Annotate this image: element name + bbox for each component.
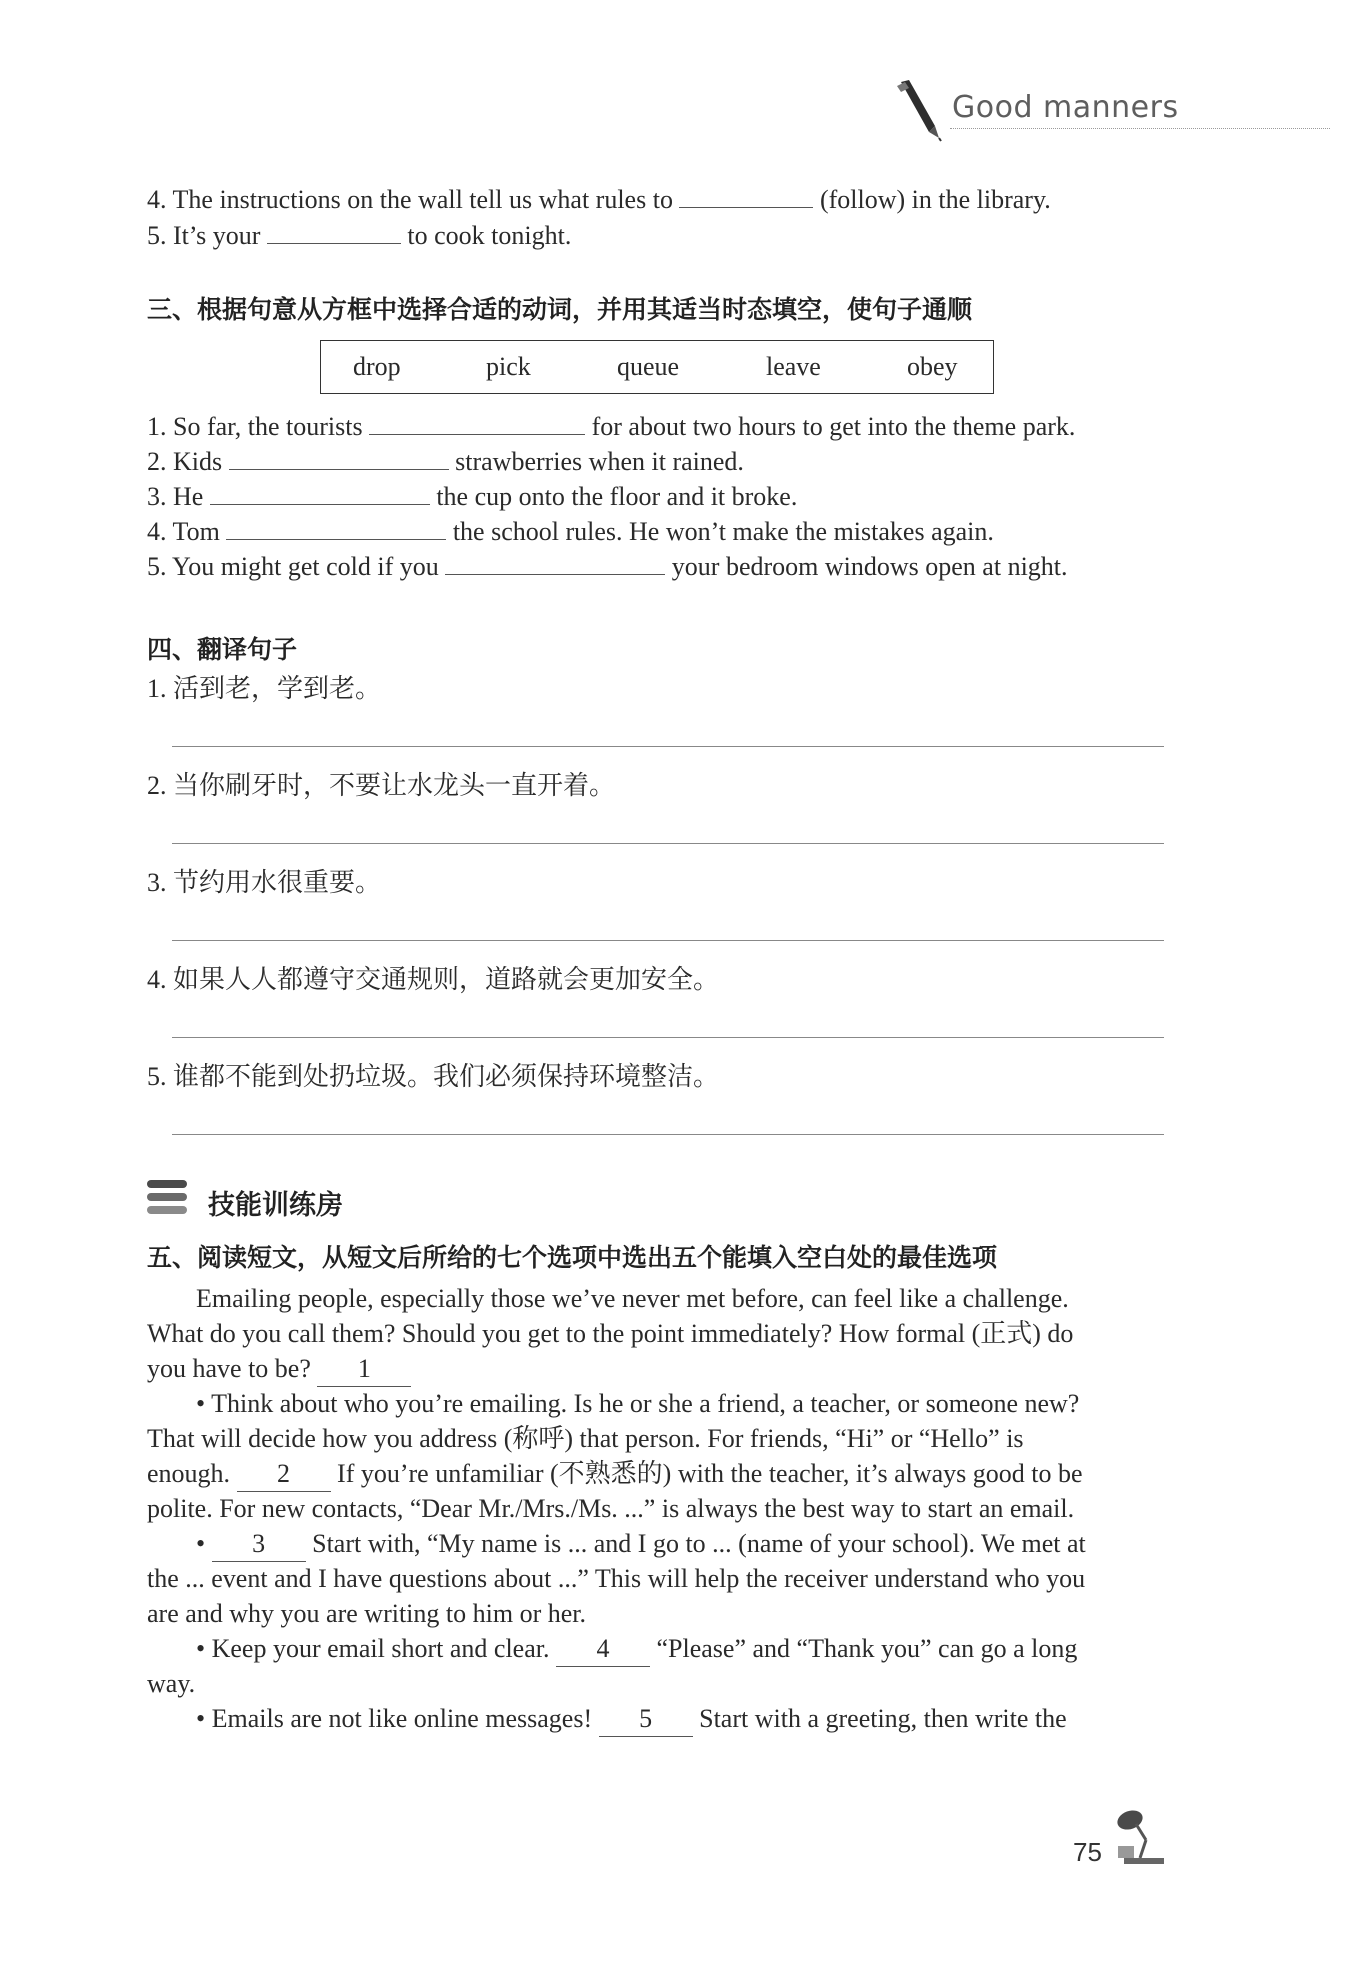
answer-blank[interactable] [229,443,449,470]
answer-blank[interactable] [267,217,401,244]
page-number: 75 [1073,1837,1102,1867]
book-stack-icon [145,1178,191,1218]
word-option: pick [486,352,531,381]
answer-blank[interactable] [679,181,813,208]
bullet-icon: • [196,1389,206,1418]
reading-line: Emailing people, especially those we’ve never met before, can feel like a challenge. [196,1284,1069,1313]
reading-line: enough. 2 If you’re unfamiliar (不熟悉的) with the teacher, it’s always good to be [147,1456,1083,1492]
answer-blank[interactable] [210,478,430,505]
reading-bullet: • 3 Start with, “My name is ... and I go to ... (name of your school). We met at [196,1526,1086,1562]
question-3-4: 4. Tom the school rules. He won’t make the mistakes again. [147,513,994,549]
question-3-3: 3. He the cup onto the floor and it broke. [147,478,797,514]
word-option: leave [766,352,821,381]
reading-line: are and why you are writing to him or her. [147,1599,586,1628]
question-2-4: 4. The instructions on the wall tell us what rules to (follow) in the library. [147,181,1051,217]
reading-bullet: • Think about who you’re emailing. Is he or she a friend, a teacher, or someone new? [196,1389,1080,1418]
reading-line: the ... event and I have questions about ...” This will help the receiver understand who you [147,1564,1086,1593]
reading-line: way. [147,1669,196,1698]
translate-item-1: 1. 活到老，学到老。 [147,674,382,703]
reading-line: polite. For new contacts, “Dear Mr./Mrs./Ms. ...” is always the best way to start an email. [147,1494,1075,1523]
answer-line[interactable] [172,746,1164,747]
desk-lamp-icon [1110,1806,1168,1868]
word-option: queue [617,352,680,381]
answer-blank[interactable]: 2 [237,1456,331,1492]
question-3-5: 5. You might get cold if you your bedroom windows open at night. [147,548,1068,584]
answer-blank[interactable]: 4 [556,1631,650,1667]
question-3-1: 1. So far, the tourists for about two hours to get into the theme park. [147,408,1075,444]
question-3-2: 2. Kids strawberries when it rained. [147,443,744,479]
question-2-5: 5. It’s your to cook tonight. [147,217,571,253]
part4-heading: 四、翻译句子 [147,635,298,664]
reading-line: What do you call them? Should you get to the point immediately? How formal (正式) do [147,1319,1074,1348]
answer-line[interactable] [172,940,1164,941]
word-option: drop [353,352,401,381]
bullet-icon: • [196,1529,206,1558]
header-rule [950,128,1330,129]
answer-blank[interactable]: 5 [599,1701,693,1737]
bullet-icon: • [196,1634,206,1663]
reading-line: That will decide how you address (称呼) that person. For friends, “Hi” or “Hello” is [147,1424,1024,1453]
word-option: obey [907,352,958,381]
bullet-icon: • [196,1704,206,1733]
skills-title: 技能训练房 [208,1190,343,1221]
answer-line[interactable] [172,1134,1164,1135]
reading-bullet: • Emails are not like online messages! 5 Start with a greeting, then write the [196,1701,1067,1737]
pen-icon [895,78,945,142]
answer-line[interactable] [172,843,1164,844]
part5-heading: 五、阅读短文，从短文后所给的七个选项中选出五个能填入空白处的最佳选项 [147,1243,998,1272]
answer-blank[interactable]: 1 [317,1351,411,1387]
answer-blank[interactable]: 3 [212,1526,306,1562]
answer-blank[interactable] [369,408,585,435]
reading-line: you have to be? 1 [147,1351,411,1387]
answer-blank[interactable] [445,548,665,575]
translate-item-2: 2. 当你刷牙时，不要让水龙头一直开着。 [147,771,616,800]
translate-item-5: 5. 谁都不能到处扔垃圾。我们必须保持环境整洁。 [147,1062,720,1091]
header-title: Good manners [952,90,1179,125]
translate-item-4: 4. 如果人人都遵守交通规则，道路就会更加安全。 [147,965,720,994]
translate-item-3: 3. 节约用水很重要。 [147,868,382,897]
part3-heading: 三、根据句意从方框中选择合适的动词，并用其适当时态填空，使句子通顺 [147,295,973,324]
reading-bullet: • Keep your email short and clear. 4 “Please” and “Thank you” can go a long [196,1631,1077,1667]
answer-blank[interactable] [226,513,446,540]
answer-line[interactable] [172,1037,1164,1038]
word-box [320,340,994,394]
